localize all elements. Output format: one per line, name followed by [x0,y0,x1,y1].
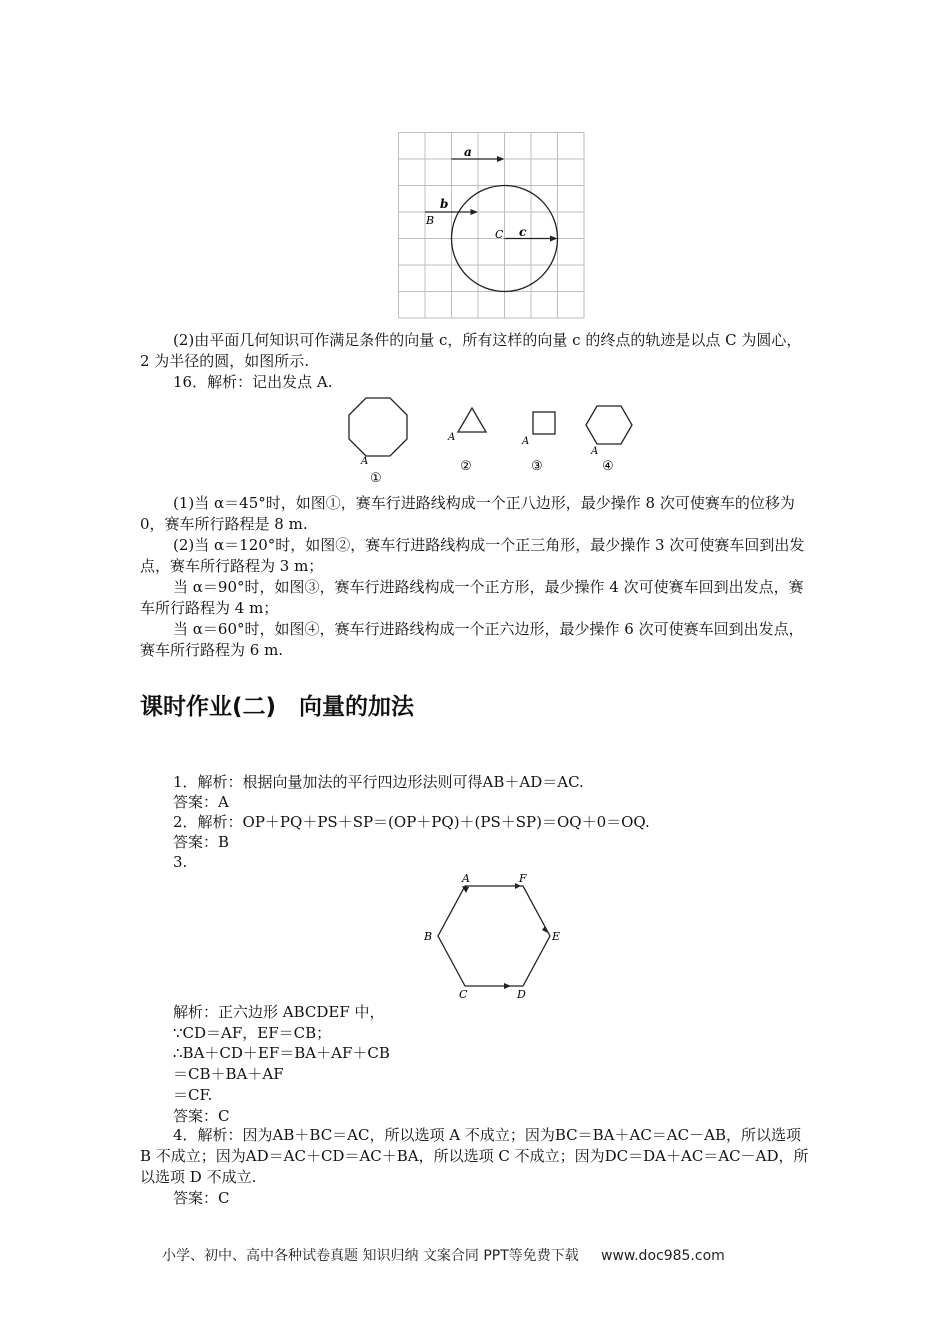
triangle-shape [458,408,486,432]
hexagon-abcdef-figure [418,870,568,1004]
octagon-A-label: A [361,456,369,467]
q15-part2-text: (2)由平面几何知识可作满足条件的向量 c，所有这样的向量 c 的终点的轨迹是以点 C 为圆心，2 为半径的圆，如图所示. [140,331,802,370]
q3-label: 3. [173,853,188,871]
q16-case2: (2)当 α＝120°时，如图②，赛车行进路线构成一个正三角形，最少操作 3 次可使赛车回到出发点，赛车所行路程为 3 m； [140,536,805,575]
q1-answer: 答案：A [173,793,229,811]
triangle-A-label: A [448,432,456,443]
hexagon-A-label: A [591,446,599,457]
label-b: b [440,197,449,211]
q16-case3: 当 α＝90°时，如图③，赛车行进路线构成一个正方形，最少操作 4 次可使赛车回到出发点，赛车所行路程为 4 m； [140,578,804,617]
q1-solution: 1．解析：根据向量加法的平行四边形法则可得AB＋AD＝AC. [173,773,584,791]
footer-text: 小学、初中、高中各种试卷真题 知识归纳 文案合同 PPT等免费下载 www.doc985.com [162,1248,725,1264]
octagon-shape [349,398,407,456]
vertex-A: A [462,872,470,885]
hexagon-shape [586,406,632,444]
vertex-B: B [424,930,433,943]
vertex-F: F [519,872,527,885]
caption-2: ② [460,459,472,474]
q4-solution: 4．解析：因为AB＋BC＝AC，所以选项 A 不成立；因为BC＝BA＋AC＝AC－AB，所以选项 B 不成立；因为AD＝AC＋CD＝AC＋BA，所以选项 C 不成立；因为DC＝DA＋AC＝AC－AD，所以选项 D 不成立. [140,1126,809,1186]
label-C: C [495,228,504,241]
q2-answer: 答案：B [173,833,230,851]
vertex-E: E [552,930,561,943]
q3-line-1: 解析：正六边形 ABCDEF 中， [173,1003,385,1021]
section-title: 课时作业(二) 向量的加法 [140,694,415,720]
caption-3: ③ [531,459,543,474]
caption-4: ④ [602,459,614,474]
square-shape [533,412,555,434]
q3-line-3: ∴BA＋CD＋EF＝BA＋AF＋CB [173,1044,390,1062]
polygon-paths-figure [340,392,640,482]
vector-grid-figure [398,132,588,322]
label-a: a [464,145,472,159]
q3-line-2: ∵CD＝AF，EF＝CB； [173,1024,332,1042]
caption-1: ① [370,471,382,482]
q2-solution: 2．解析：OP＋PQ＋PS＋SP＝(OP＋PQ)＋(PS＋SP)＝OQ＋0＝OQ. [173,813,650,831]
q16-case1: (1)当 α＝45°时，如图①，赛车行进路线构成一个正八边形，最少操作 8 次可使赛车的位移为 0，赛车所行路程是 8 m. [140,494,795,533]
vertex-D: D [517,988,526,1001]
q4-answer: 答案：C [173,1189,230,1207]
q3-line-4: ＝CB＋BA＋AF [173,1065,284,1083]
q16-intro: 16．解析：记出发点 A. [173,373,333,391]
square-A-label: A [522,436,530,447]
label-c: c [519,225,527,239]
q16-case4: 当 α＝60°时，如图④，赛车行进路线构成一个正六边形，最少操作 6 次可使赛车回到出发点，赛车所行路程为 6 m. [140,620,804,659]
q3-answer: 答案：C [173,1107,230,1125]
q3-line-5: ＝CF. [173,1086,213,1104]
label-B: B [426,214,435,227]
vertex-C: C [459,988,468,1001]
